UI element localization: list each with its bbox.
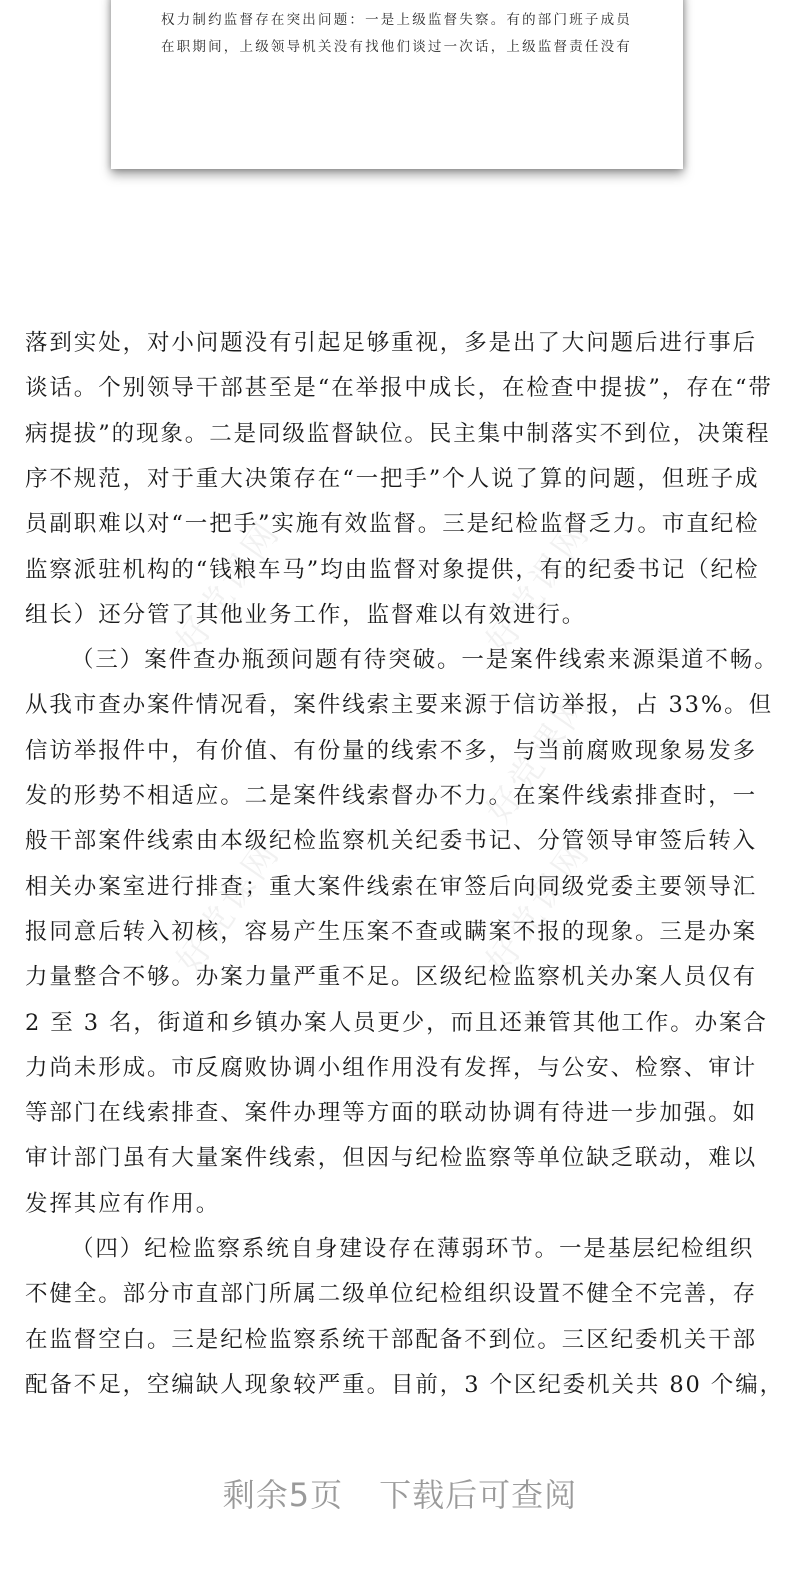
body-text-line: 发的形势不相适应。二是案件线索督办不力。在案件线索排查时，一	[25, 783, 758, 809]
body-text-line: 力尚未形成。市反腐败协调小组作用没有发挥，与公安、检察、审计	[25, 1054, 758, 1081]
previous-page-preview	[111, 0, 683, 169]
body-text-line: 员副职难以对“一把手”实施有效监督。三是纪检监督乏力。市直纪检	[25, 511, 760, 538]
body-text-line: 2 至 3 名，街道和乡镇办案人员更少，而且还兼管其他工作。办案合	[25, 1009, 768, 1036]
watermark: 好党课网	[168, 512, 289, 661]
body-text-line: 谈话。个别领导干部甚至是“在举报中成长，在检查中提拔”，存在“带	[25, 375, 773, 402]
remaining-pages-banner[interactable]	[0, 1470, 800, 1516]
preview-line: 权力制约监督存在突出问题：一是上级监督失察。有的部门班子成员	[161, 12, 632, 28]
body-text-line: 序不规范，对于重大决策存在“一把手”个人说了算的问题，但班子成	[25, 465, 760, 492]
body-text-line: 般干部案件线索由本级纪检监察机关纪委书记、分管领导审签后转入	[25, 828, 758, 855]
body-text-line: 审计部门虽有大量案件线索，但因与纪检监察等单位缺乏联动，难以	[25, 1145, 758, 1172]
section-heading-line: （三）案件查办瓶颈问题有待突破。一是案件线索来源渠道不畅。	[71, 647, 779, 674]
body-text-line: 发挥其应有作用。	[25, 1190, 221, 1217]
body-text-line: 落到实处，对小问题没有引起足够重视，多是出了大问题后进行事后	[25, 330, 758, 356]
body-text-line: 信访举报件中，有价值、有份量的线索不多，与当前腐败现象易发多	[25, 737, 758, 764]
body-text-line: 报同意后转入初核，容易产生压案不查或瞒案不报的现象。三是办案	[25, 918, 758, 945]
body-text-line: 等部门在线索排查、案件办理等方面的联动协调有待进一步加强。如	[25, 1100, 758, 1127]
body-text-line: 病提拔”的现象。二是同级监督缺位。民主集中制落实不到位，决策程	[25, 420, 771, 447]
body-text-line: 从我市查办案件情况看，案件线索主要来源于信访举报，占 33%。但	[25, 692, 773, 719]
watermark: 好党课网	[478, 512, 599, 661]
body-text-line: 在监督空白。三是纪检监察系统干部配备不到位。三区纪委机关干部	[25, 1326, 758, 1353]
body-text-line: 配备不足，空编缺人现象较严重。目前，3 个区纪委机关共 80 个编，	[25, 1371, 785, 1398]
preview-line: 在职期间，上级领导机关没有找他们谈过一次话，上级监督责任没有	[161, 39, 632, 55]
body-text-line: 监察派驻机构的“钱粮车马”均由监督对象提供，有的纪委书记（纪检	[25, 556, 760, 583]
remaining-pages-label: 剩余5页	[222, 1476, 344, 1514]
section-heading-line: （四）纪检监察系统自身建设存在薄弱环节。一是基层纪检组织	[71, 1236, 755, 1262]
body-text-line: 组长）还分管了其他业务工作，监督难以有效进行。	[25, 601, 587, 628]
download-hint-label: 下载后可查阅	[379, 1476, 578, 1514]
watermark: 好党课网	[478, 682, 599, 831]
body-text-line: 力量整合不够。办案力量严重不足。区级纪检监察机关办案人员仅有	[25, 964, 758, 991]
body-text-line: 相关办案室进行排查；重大案件线索在审签后向同级党委主要领导汇	[25, 873, 758, 900]
watermark: 好党课网	[168, 832, 289, 981]
body-text-line: 不健全。部分市直部门所属二级单位纪检组织设置不健全不完善，存	[25, 1281, 758, 1308]
watermark: 好党课网	[478, 832, 599, 981]
